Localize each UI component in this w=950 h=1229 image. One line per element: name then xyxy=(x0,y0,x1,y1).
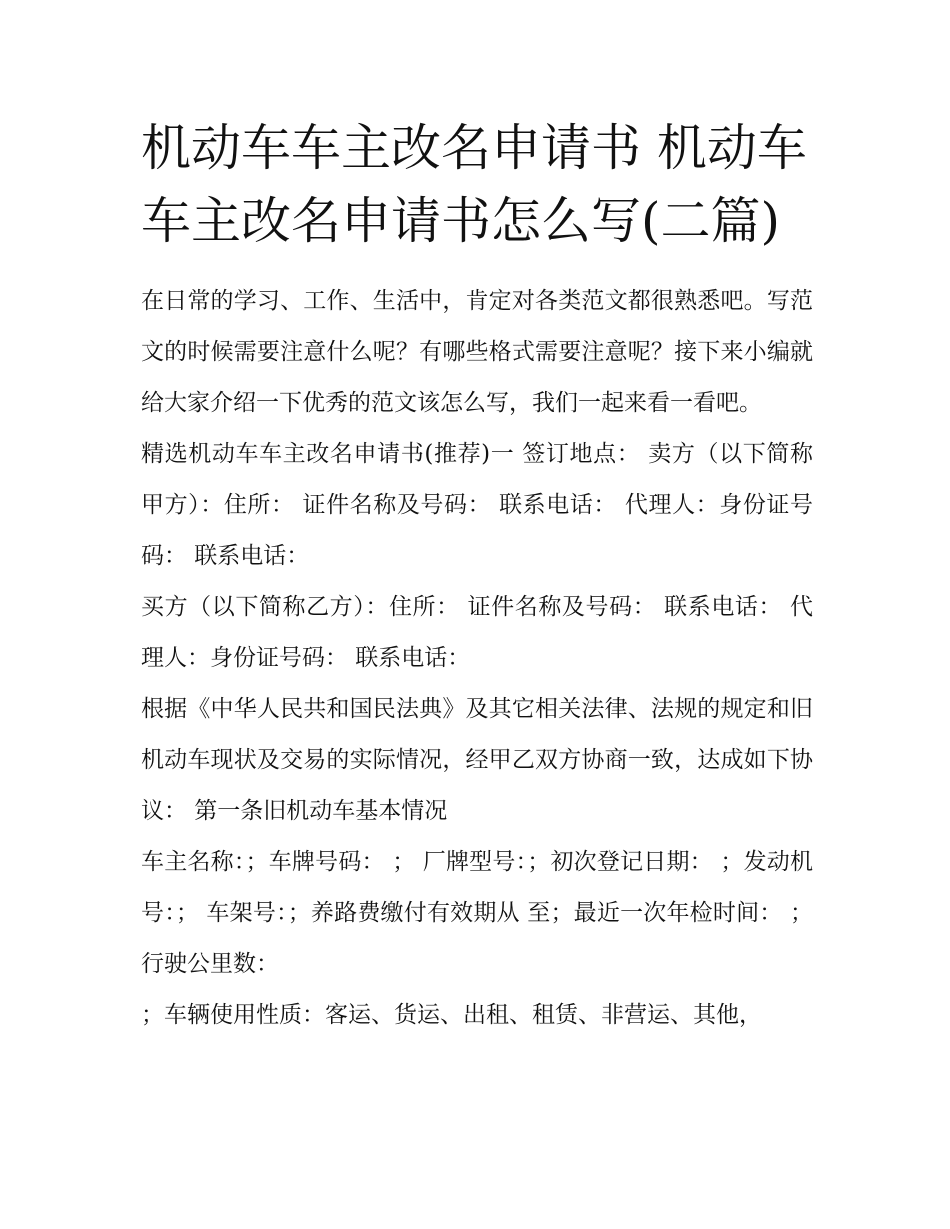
document-body xyxy=(141,276,813,1041)
paragraph-vehicle-info: 车主名称：；车牌号码： ； 厂牌型号：；初次登记日期： ；发动机号：； 车架号：；养路费缴付有效期从 至；最近一次年检时间： ；行驶公里数： xyxy=(141,849,813,977)
paragraph-seller: 精选机动车车主改名申请书(推荐)一 签订地点： 卖方（以下简称甲方）：住所： 证件名称及号码： 联系电话： 代理人：身份证号码： 联系电话： xyxy=(141,441,813,569)
paragraph-buyer: 买方（以下简称乙方）：住所： 证件名称及号码： 联系电话： 代理人：身份证号码： 联系电话： xyxy=(141,594,813,671)
paragraph-agreement: 根据《中华人民共和国民法典》及其它相关法律、法规的规定和旧机动车现状及交易的实际情况，经甲乙双方协商一致，达成如下协议： 第一条旧机动车基本情况 xyxy=(141,696,813,824)
paragraph-vehicle-usage: ；车辆使用性质：客运、货运、出租、租赁、非营运、其他， xyxy=(141,1002,762,1028)
document-title: 机动车车主改名申请书 机动车车主改名申请书怎么写(二篇) xyxy=(141,119,807,250)
paragraph-intro: 在日常的学习、工作、生活中，肯定对各类范文都很熟悉吧。写范文的时候需要注意什么呢？有哪些格式需要注意呢？接下来小编就给大家介绍一下优秀的范文该怎么写，我们一起来看一看吧。 xyxy=(141,288,813,416)
